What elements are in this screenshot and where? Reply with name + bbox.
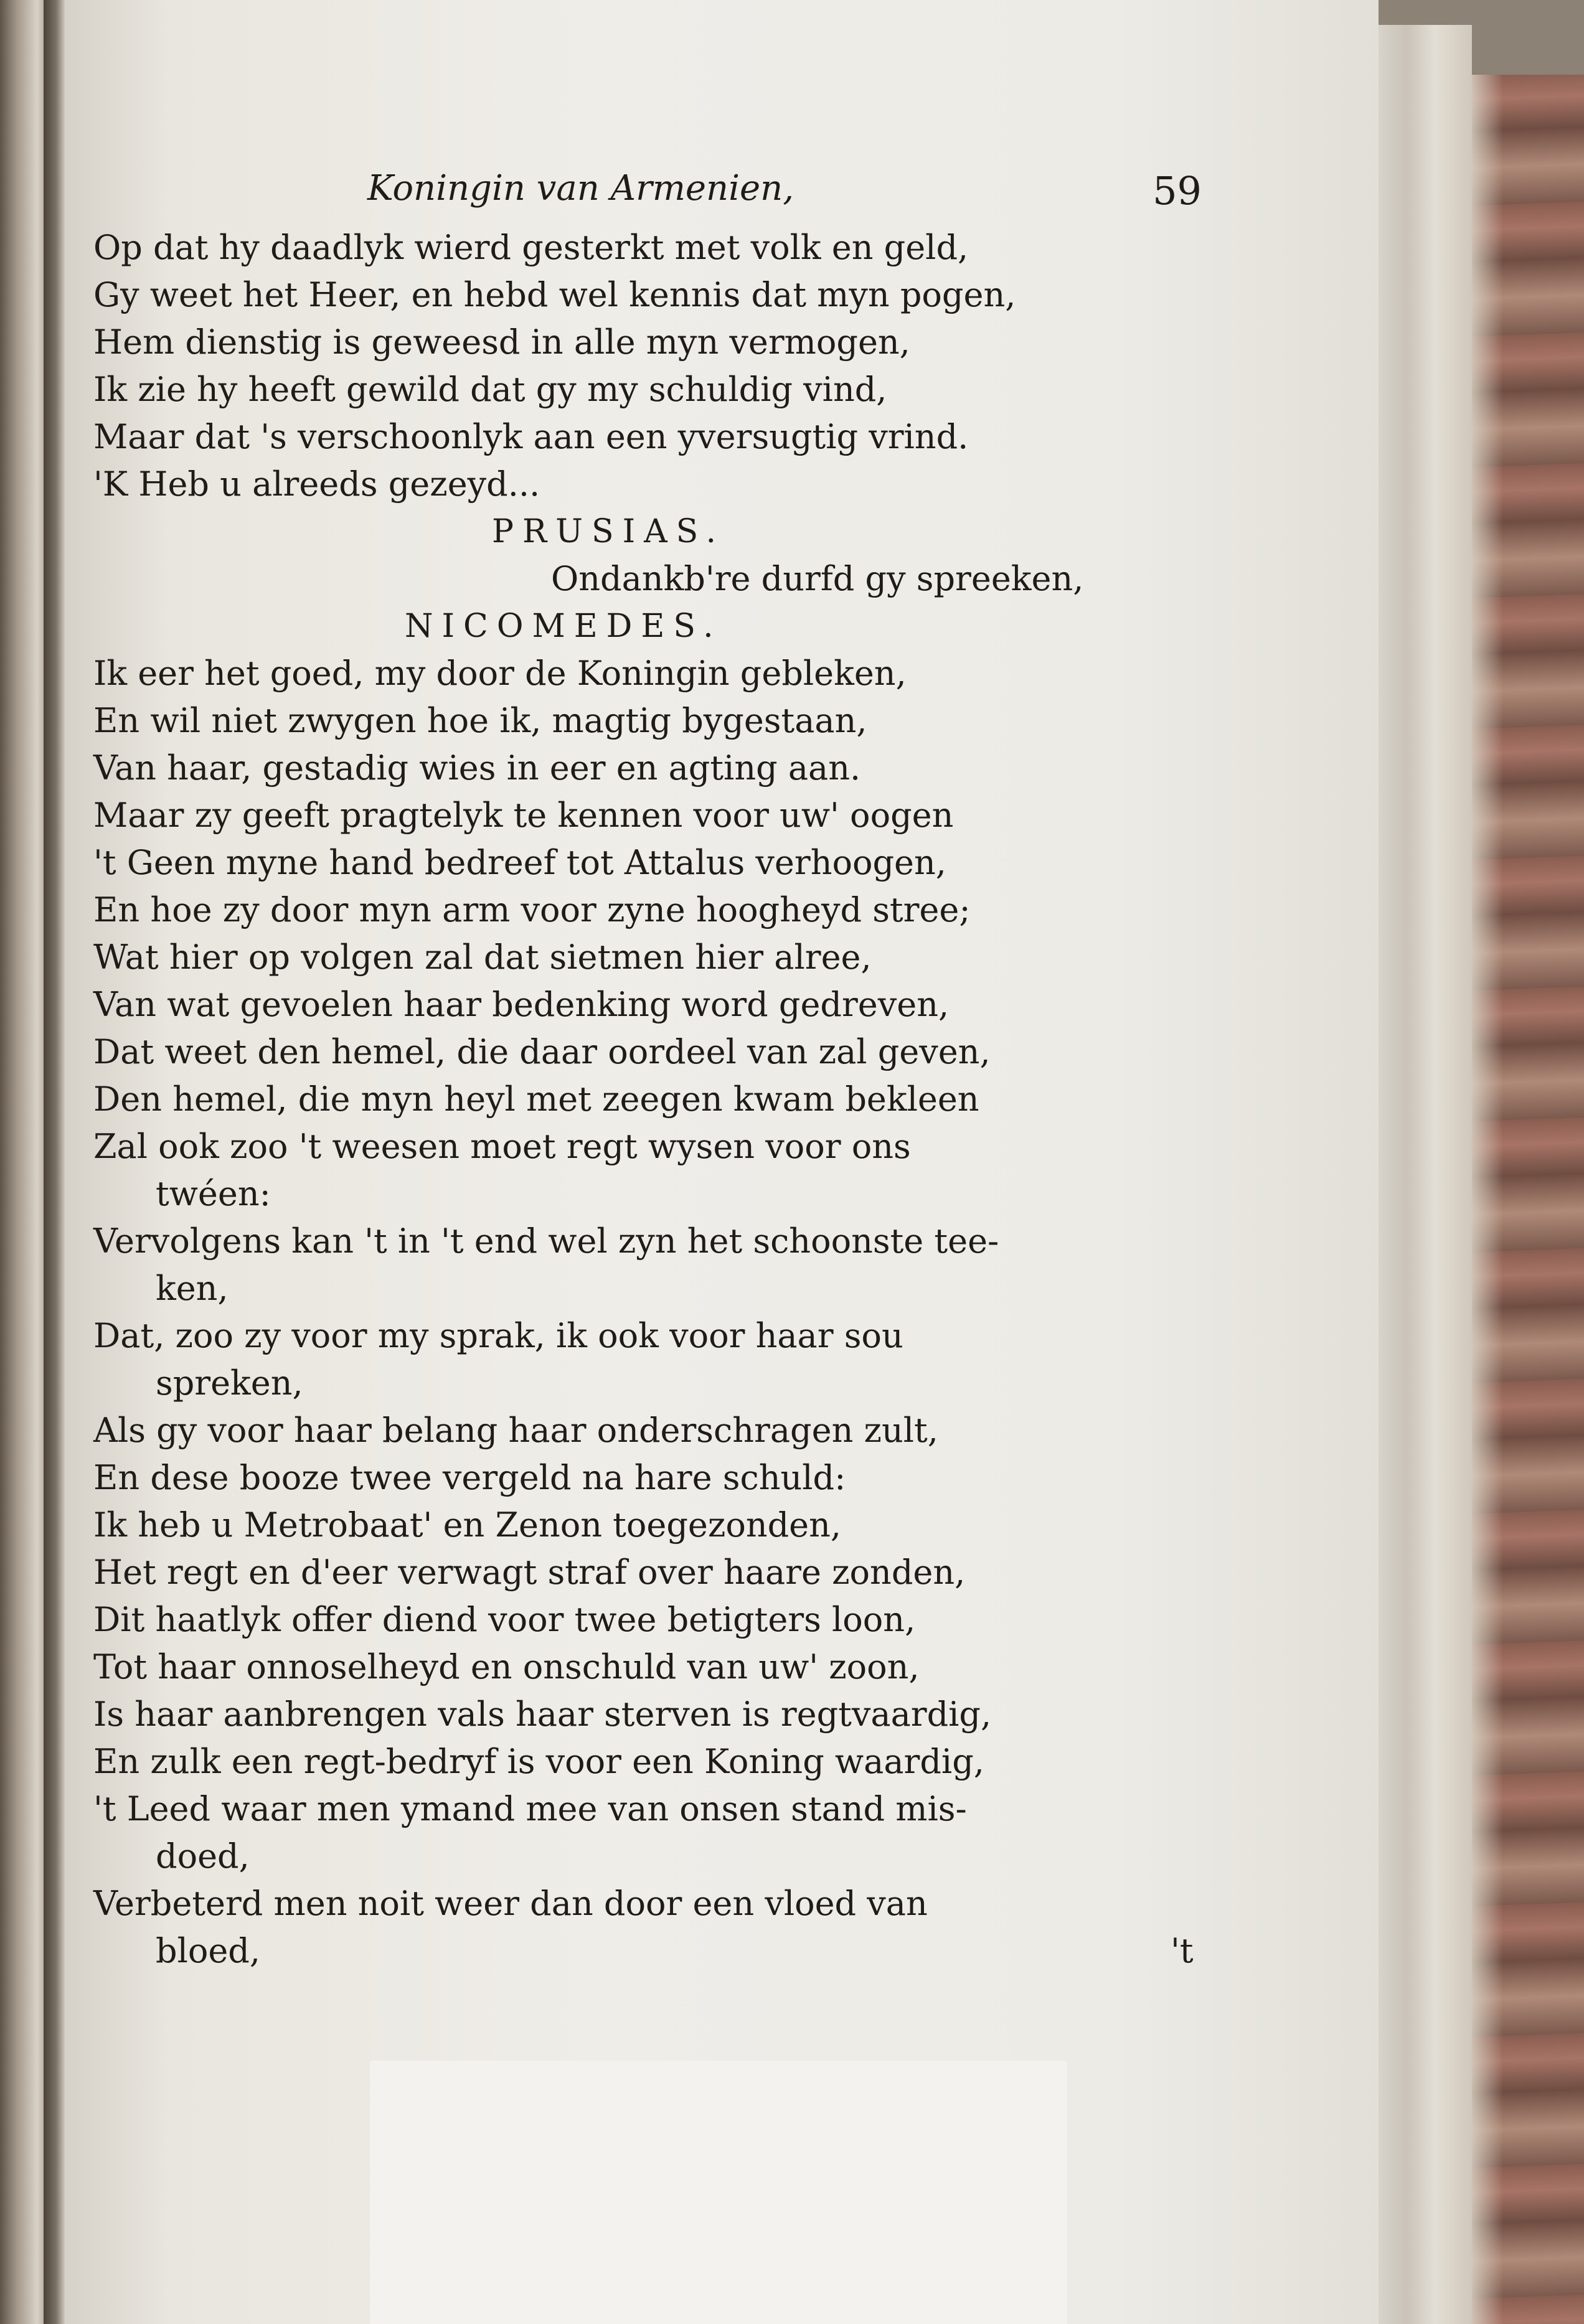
verse-line: En hoe zy door myn arm voor zyne hoogheyd stree; bbox=[93, 890, 971, 929]
running-head bbox=[93, 168, 1202, 224]
verse-line: Van wat gevoelen haar bedenking word gedreven, bbox=[93, 985, 950, 1024]
verse-line: En wil niet zwygen hoe ik, magtig bygestaan, bbox=[93, 701, 867, 740]
verse-line: En zulk een regt-bedryf is voor een Koning waardig, bbox=[93, 1742, 984, 1781]
verse-line: Als gy voor haar belang haar onderschragen zult, bbox=[93, 1411, 938, 1450]
verse-line: Den hemel, die myn heyl met zeegen kwam bekleen bbox=[93, 1080, 979, 1119]
verse-line: En dese booze twee vergeld na hare schuld: bbox=[93, 1458, 846, 1497]
blank-label-patch bbox=[370, 2061, 1067, 2324]
verse-line: Ondankb're durfd gy spreeken, bbox=[551, 559, 1084, 598]
speaker-heading: NICOMEDES. bbox=[405, 608, 722, 645]
verse-line: Vervolgens kan 't in 't end wel zyn het schoonste tee- bbox=[93, 1221, 999, 1261]
verse-line: Dat, zoo zy voor my sprak, ik ook voor haar sou bbox=[93, 1316, 903, 1355]
verse-line: Van haar, gestadig wies in eer en agting aan. bbox=[93, 748, 861, 788]
verse-line: Is haar aanbrengen vals haar sterven is regtvaardig, bbox=[93, 1695, 992, 1734]
verse-line-continuation: spreken, bbox=[156, 1363, 303, 1403]
verse-line: Ik heb u Metrobaat' en Zenon toegezonden, bbox=[93, 1505, 842, 1545]
verse-line-continuation: twéen: bbox=[156, 1174, 271, 1213]
verse-line-continuation: bloed, bbox=[156, 1931, 261, 1970]
verse-line: Zal ook zoo 't weesen moet regt wysen voor ons bbox=[93, 1127, 911, 1166]
verse-line: Dat weet den hemel, die daar oordeel van zal geven, bbox=[93, 1032, 991, 1071]
verse-line: Verbeterd men noit weer dan door een vloed van bbox=[93, 1884, 928, 1923]
verse-line: Maar dat 's verschoonlyk aan een yversugtig vrind. bbox=[93, 417, 969, 456]
verse-line: Het regt en d'eer verwagt straf over haare zonden, bbox=[93, 1553, 966, 1592]
left-page-edge bbox=[0, 0, 44, 2324]
verse-line: Dit haatlyk offer diend voor twee betigters loon, bbox=[93, 1600, 916, 1639]
verse-line: Maar zy geeft pragtelyk te kennen voor uw' oogen bbox=[93, 796, 954, 835]
verse-line: Hem dienstig is geweesd in alle myn vermogen, bbox=[93, 322, 910, 362]
verse-line: Op dat hy daadlyk wierd gesterkt met volk en geld, bbox=[93, 228, 969, 267]
verse-line: Tot haar onnoselheyd en onschuld van uw' zoon, bbox=[93, 1647, 920, 1687]
verse-line-continuation: ken, bbox=[156, 1269, 229, 1308]
speaker-heading: PRUSIAS. bbox=[492, 513, 725, 550]
verse-line: 't Leed waar men ymand mee van onsen stand mis- bbox=[93, 1789, 967, 1828]
page-fore-edge bbox=[1379, 25, 1472, 2324]
verse-line: Wat hier op volgen zal dat sietmen hier alree, bbox=[93, 938, 872, 977]
book-gutter bbox=[44, 0, 65, 2324]
verse-line-continuation: doed, bbox=[156, 1837, 250, 1876]
verse-line: Gy weet het Heer, en hebd wel kennis dat myn pogen, bbox=[93, 275, 1016, 314]
page-number: 59 bbox=[1153, 168, 1202, 214]
running-title: Koningin van Armenien, bbox=[367, 168, 794, 209]
verse-line: 'K Heb u alreeds gezeyd... bbox=[93, 464, 540, 504]
marbled-cover bbox=[1472, 75, 1584, 2324]
verse-line: Ik eer het goed, my door de Koningin gebleken, bbox=[93, 654, 907, 693]
catchword: 't bbox=[1171, 1931, 1194, 1970]
verse-line: Ik zie hy heeft gewild dat gy my schuldig vind, bbox=[93, 370, 887, 409]
verse-line: 't Geen myne hand bedreef tot Attalus verhoogen, bbox=[93, 843, 946, 882]
